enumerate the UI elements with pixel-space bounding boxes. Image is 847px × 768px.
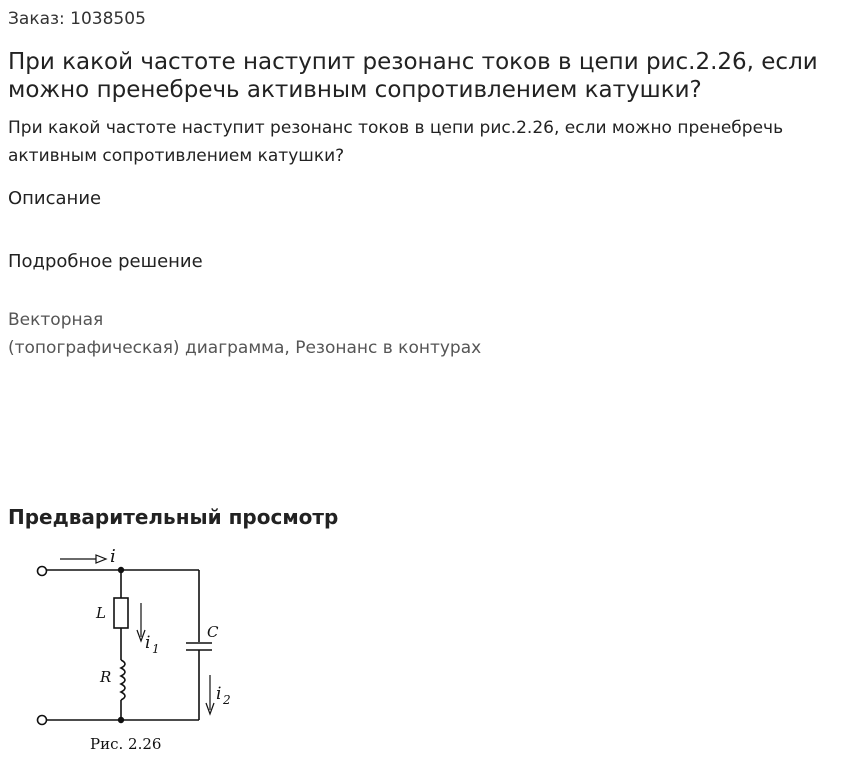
label-resistor: R: [100, 668, 112, 686]
label-current-2: i: [216, 684, 222, 704]
category-line-1: Векторная: [8, 310, 104, 330]
problem-title: При какой частоте наступит резонанс токов в цепи рис.2.26, если можно пренебречь активным сопротивлением катушки?: [8, 49, 818, 103]
label-current-1: i: [145, 633, 151, 653]
inductor-element: [114, 598, 128, 628]
junction-top: [119, 568, 124, 573]
category-list: [8, 306, 481, 362]
label-current-1-sub: 1: [152, 642, 160, 656]
order-number: Заказ: 1038505: [8, 9, 146, 29]
label-capacitor: C: [207, 623, 219, 641]
preview-title: Предварительный просмотр: [8, 505, 339, 529]
label-inductor: L: [96, 604, 106, 622]
figure-caption: Рис. 2.26: [90, 735, 162, 753]
circuit-diagram: [30, 540, 250, 762]
label-current-main: i: [110, 546, 116, 567]
category-line-2: (топографическая) диаграмма, Резонанс в контурах: [8, 338, 482, 358]
terminal-top: [38, 567, 47, 576]
label-current-2-sub: 2: [223, 693, 231, 707]
junction-bottom: [119, 718, 124, 723]
solution-label: Подробное решение: [8, 251, 203, 272]
problem-description: При какой частоте наступит резонанс токов в цепи рис.2.26, если можно пренебречь активным сопротивлением катушки?: [8, 118, 784, 166]
description-label: Описание: [8, 188, 102, 209]
coil-element: [121, 660, 125, 700]
terminal-bottom: [38, 716, 47, 725]
current-arrow-main-head: [96, 555, 106, 563]
